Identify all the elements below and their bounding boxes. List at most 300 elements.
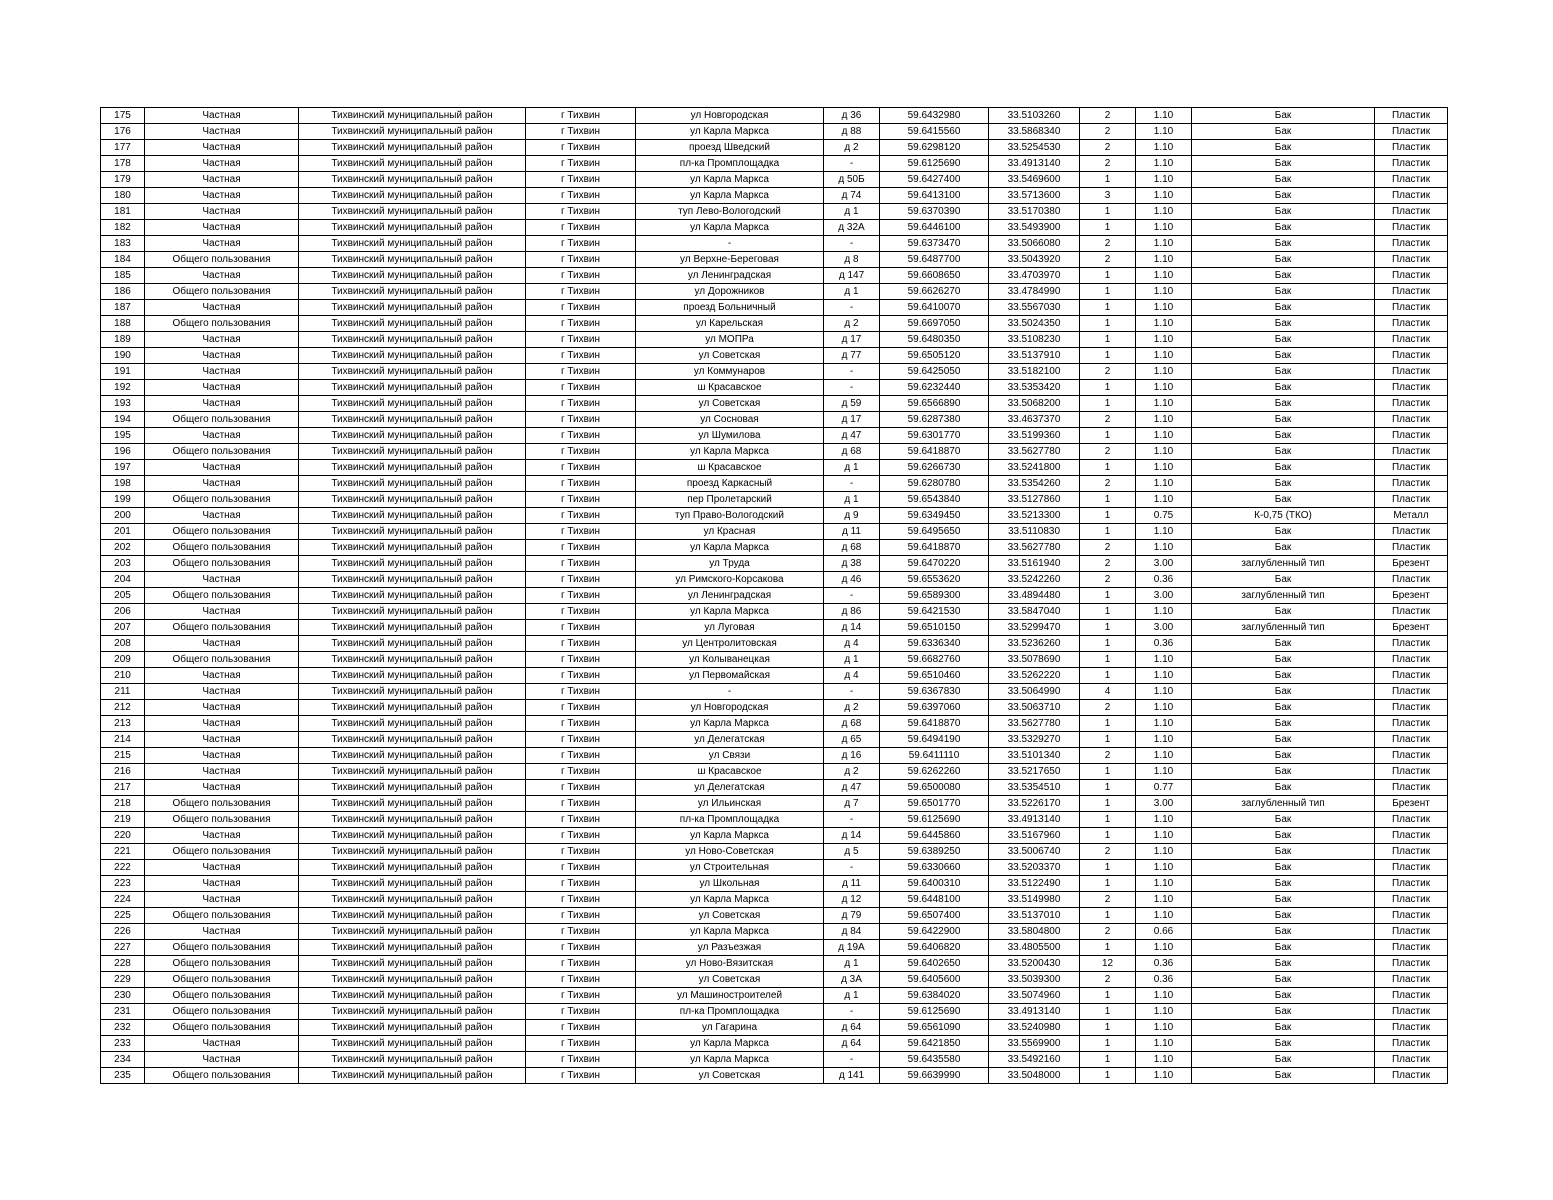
settlement-cell: г Тихвин [526, 924, 636, 940]
house-number-cell: д 84 [824, 924, 880, 940]
container-count-cell: 2 [1080, 252, 1136, 268]
row-number-cell: 219 [101, 812, 145, 828]
street-cell: пер Пролетарский [636, 492, 824, 508]
street-cell: ул Центролитовская [636, 636, 824, 652]
container-type-cell: К-0,75 (ТКО) [1192, 508, 1375, 524]
row-number-cell: 190 [101, 348, 145, 364]
container-material-cell: Пластик [1375, 204, 1448, 220]
house-number-cell: д 68 [824, 444, 880, 460]
house-number-cell: д 2 [824, 316, 880, 332]
district-cell: Тихвинский муниципальный район [299, 300, 526, 316]
row-number-cell: 230 [101, 988, 145, 1004]
house-number-cell: - [824, 364, 880, 380]
latitude-cell: 59.6427400 [880, 172, 989, 188]
house-number-cell: - [824, 476, 880, 492]
house-number-cell: д 141 [824, 1068, 880, 1084]
street-cell: ул Карла Маркса [636, 188, 824, 204]
latitude-cell: 59.6418870 [880, 540, 989, 556]
container-material-cell: Пластик [1375, 524, 1448, 540]
container-material-cell: Пластик [1375, 1068, 1448, 1084]
container-material-cell: Пластик [1375, 300, 1448, 316]
container-type-cell: Бак [1192, 636, 1375, 652]
street-cell: ул Разъезжая [636, 940, 824, 956]
container-material-cell: Пластик [1375, 700, 1448, 716]
row-number-cell: 226 [101, 924, 145, 940]
district-cell: Тихвинский муниципальный район [299, 668, 526, 684]
house-number-cell: д 86 [824, 604, 880, 620]
longitude-cell: 33.4805500 [989, 940, 1080, 956]
district-cell: Тихвинский муниципальный район [299, 652, 526, 668]
ownership-type-cell: Частная [145, 1036, 299, 1052]
district-cell: Тихвинский муниципальный район [299, 1020, 526, 1036]
street-cell: ул Ново-Вязитская [636, 956, 824, 972]
latitude-cell: 59.6446100 [880, 220, 989, 236]
table-row [101, 860, 1448, 876]
row-number-cell: 198 [101, 476, 145, 492]
street-cell: ул Карла Маркса [636, 892, 824, 908]
container-material-cell: Пластик [1375, 364, 1448, 380]
container-count-cell: 1 [1080, 1004, 1136, 1020]
longitude-cell: 33.5110830 [989, 524, 1080, 540]
container-material-cell: Металл [1375, 508, 1448, 524]
house-number-cell: д 11 [824, 524, 880, 540]
container-volume-cell: 0.66 [1136, 924, 1192, 940]
street-cell: ул Сосновая [636, 412, 824, 428]
row-number-cell: 199 [101, 492, 145, 508]
ownership-type-cell: Частная [145, 828, 299, 844]
table-row [101, 476, 1448, 492]
house-number-cell: д 1 [824, 956, 880, 972]
container-count-cell: 1 [1080, 1020, 1136, 1036]
row-number-cell: 218 [101, 796, 145, 812]
district-cell: Тихвинский муниципальный район [299, 476, 526, 492]
container-type-cell: Бак [1192, 188, 1375, 204]
container-type-cell: Бак [1192, 860, 1375, 876]
settlement-cell: г Тихвин [526, 540, 636, 556]
house-number-cell: д 50Б [824, 172, 880, 188]
container-volume-cell: 1.10 [1136, 828, 1192, 844]
container-count-cell: 1 [1080, 908, 1136, 924]
ownership-type-cell: Общего пользования [145, 652, 299, 668]
container-material-cell: Пластик [1375, 540, 1448, 556]
container-material-cell: Брезент [1375, 796, 1448, 812]
street-cell: ул Делегатская [636, 732, 824, 748]
longitude-cell: 33.5108230 [989, 332, 1080, 348]
container-type-cell: Бак [1192, 572, 1375, 588]
row-number-cell: 196 [101, 444, 145, 460]
latitude-cell: 59.6280780 [880, 476, 989, 492]
container-material-cell: Брезент [1375, 556, 1448, 572]
container-material-cell: Пластик [1375, 972, 1448, 988]
latitude-cell: 59.6349450 [880, 508, 989, 524]
longitude-cell: 33.5064990 [989, 684, 1080, 700]
latitude-cell: 59.6405600 [880, 972, 989, 988]
row-number-cell: 209 [101, 652, 145, 668]
latitude-cell: 59.6125690 [880, 1004, 989, 1020]
row-number-cell: 229 [101, 972, 145, 988]
container-volume-cell: 1.10 [1136, 284, 1192, 300]
house-number-cell: д 32А [824, 220, 880, 236]
street-cell: ул Ленинградская [636, 588, 824, 604]
container-material-cell: Пластик [1375, 924, 1448, 940]
longitude-cell: 33.5213300 [989, 508, 1080, 524]
settlement-cell: г Тихвин [526, 764, 636, 780]
street-cell: ул Карла Маркса [636, 716, 824, 732]
latitude-cell: 59.6400310 [880, 876, 989, 892]
container-count-cell: 1 [1080, 316, 1136, 332]
container-volume-cell: 1.10 [1136, 1036, 1192, 1052]
street-cell: ул Карла Маркса [636, 924, 824, 940]
container-volume-cell: 3.00 [1136, 620, 1192, 636]
table-row [101, 284, 1448, 300]
settlement-cell: г Тихвин [526, 652, 636, 668]
longitude-cell: 33.5200430 [989, 956, 1080, 972]
latitude-cell: 59.6410070 [880, 300, 989, 316]
district-cell: Тихвинский муниципальный район [299, 140, 526, 156]
container-material-cell: Пластик [1375, 844, 1448, 860]
street-cell: ул Связи [636, 748, 824, 764]
ownership-type-cell: Общего пользования [145, 620, 299, 636]
longitude-cell: 33.5066080 [989, 236, 1080, 252]
container-count-cell: 2 [1080, 108, 1136, 124]
latitude-cell: 59.6301770 [880, 428, 989, 444]
district-cell: Тихвинский муниципальный район [299, 540, 526, 556]
settlement-cell: г Тихвин [526, 284, 636, 300]
house-number-cell: д 2 [824, 764, 880, 780]
latitude-cell: 59.6501770 [880, 796, 989, 812]
settlement-cell: г Тихвин [526, 444, 636, 460]
street-cell: ул Строительная [636, 860, 824, 876]
district-cell: Тихвинский муниципальный район [299, 908, 526, 924]
row-number-cell: 182 [101, 220, 145, 236]
street-cell: ул Советская [636, 1068, 824, 1084]
ownership-type-cell: Общего пользования [145, 588, 299, 604]
container-material-cell: Пластик [1375, 348, 1448, 364]
row-number-cell: 216 [101, 764, 145, 780]
container-type-cell: Бак [1192, 348, 1375, 364]
settlement-cell: г Тихвин [526, 972, 636, 988]
row-number-cell: 187 [101, 300, 145, 316]
district-cell: Тихвинский муниципальный район [299, 332, 526, 348]
street-cell: ул Карла Маркса [636, 124, 824, 140]
ownership-type-cell: Общего пользования [145, 252, 299, 268]
house-number-cell: д 8 [824, 252, 880, 268]
container-type-cell: Бак [1192, 924, 1375, 940]
house-number-cell: д 77 [824, 348, 880, 364]
container-material-cell: Пластик [1375, 684, 1448, 700]
row-number-cell: 193 [101, 396, 145, 412]
longitude-cell: 33.4913140 [989, 1004, 1080, 1020]
container-volume-cell: 1.10 [1136, 156, 1192, 172]
settlement-cell: г Тихвин [526, 156, 636, 172]
district-cell: Тихвинский муниципальный район [299, 620, 526, 636]
container-material-cell: Пластик [1375, 908, 1448, 924]
row-number-cell: 224 [101, 892, 145, 908]
street-cell: туп Лево-Вологодский [636, 204, 824, 220]
ownership-type-cell: Частная [145, 860, 299, 876]
row-number-cell: 234 [101, 1052, 145, 1068]
container-volume-cell: 1.10 [1136, 860, 1192, 876]
table-row [101, 1052, 1448, 1068]
settlement-cell: г Тихвин [526, 380, 636, 396]
ownership-type-cell: Частная [145, 668, 299, 684]
district-cell: Тихвинский муниципальный район [299, 108, 526, 124]
row-number-cell: 205 [101, 588, 145, 604]
container-material-cell: Пластик [1375, 428, 1448, 444]
container-count-cell: 1 [1080, 508, 1136, 524]
latitude-cell: 59.6125690 [880, 812, 989, 828]
container-material-cell: Пластик [1375, 444, 1448, 460]
container-volume-cell: 1.10 [1136, 1052, 1192, 1068]
row-number-cell: 214 [101, 732, 145, 748]
ownership-type-cell: Общего пользования [145, 444, 299, 460]
container-type-cell: Бак [1192, 844, 1375, 860]
settlement-cell: г Тихвин [526, 956, 636, 972]
container-type-cell: Бак [1192, 220, 1375, 236]
row-number-cell: 185 [101, 268, 145, 284]
settlement-cell: г Тихвин [526, 124, 636, 140]
district-cell: Тихвинский муниципальный район [299, 508, 526, 524]
container-material-cell: Пластик [1375, 412, 1448, 428]
latitude-cell: 59.6626270 [880, 284, 989, 300]
house-number-cell: д 1 [824, 652, 880, 668]
latitude-cell: 59.6422900 [880, 924, 989, 940]
container-count-cell: 1 [1080, 620, 1136, 636]
table-row [101, 940, 1448, 956]
container-type-cell: Бак [1192, 396, 1375, 412]
container-type-cell: Бак [1192, 316, 1375, 332]
container-count-cell: 1 [1080, 300, 1136, 316]
container-material-cell: Пластик [1375, 956, 1448, 972]
house-number-cell: - [824, 812, 880, 828]
table-row [101, 604, 1448, 620]
settlement-cell: г Тихвин [526, 268, 636, 284]
district-cell: Тихвинский муниципальный район [299, 556, 526, 572]
district-cell: Тихвинский муниципальный район [299, 284, 526, 300]
house-number-cell: д 46 [824, 572, 880, 588]
container-count-cell: 2 [1080, 556, 1136, 572]
table-row [101, 332, 1448, 348]
street-cell: ул Машиностроителей [636, 988, 824, 1004]
district-cell: Тихвинский муниципальный район [299, 492, 526, 508]
settlement-cell: г Тихвин [526, 300, 636, 316]
container-count-cell: 1 [1080, 876, 1136, 892]
ownership-type-cell: Общего пользования [145, 812, 299, 828]
street-cell: ш Красавское [636, 460, 824, 476]
settlement-cell: г Тихвин [526, 172, 636, 188]
house-number-cell: д 36 [824, 108, 880, 124]
house-number-cell: д 1 [824, 460, 880, 476]
table-row [101, 220, 1448, 236]
container-material-cell: Пластик [1375, 124, 1448, 140]
ownership-type-cell: Общего пользования [145, 1020, 299, 1036]
table-row [101, 780, 1448, 796]
house-number-cell: д 4 [824, 668, 880, 684]
house-number-cell: - [824, 300, 880, 316]
table-row [101, 1020, 1448, 1036]
ownership-type-cell: Общего пользования [145, 556, 299, 572]
container-type-cell: Бак [1192, 988, 1375, 1004]
container-volume-cell: 1.10 [1136, 844, 1192, 860]
row-number-cell: 233 [101, 1036, 145, 1052]
container-material-cell: Пластик [1375, 636, 1448, 652]
container-material-cell: Пластик [1375, 140, 1448, 156]
ownership-type-cell: Общего пользования [145, 284, 299, 300]
ownership-type-cell: Частная [145, 396, 299, 412]
row-number-cell: 176 [101, 124, 145, 140]
longitude-cell: 33.5241800 [989, 460, 1080, 476]
container-volume-cell: 1.10 [1136, 876, 1192, 892]
container-volume-cell: 1.10 [1136, 1004, 1192, 1020]
settlement-cell: г Тихвин [526, 940, 636, 956]
house-number-cell: д 9 [824, 508, 880, 524]
container-material-cell: Пластик [1375, 828, 1448, 844]
longitude-cell: 33.5103260 [989, 108, 1080, 124]
table-row [101, 364, 1448, 380]
latitude-cell: 59.6553620 [880, 572, 989, 588]
container-volume-cell: 1.10 [1136, 364, 1192, 380]
row-number-cell: 183 [101, 236, 145, 252]
district-cell: Тихвинский муниципальный район [299, 796, 526, 812]
longitude-cell: 33.5199360 [989, 428, 1080, 444]
longitude-cell: 33.5627780 [989, 716, 1080, 732]
container-count-cell: 4 [1080, 684, 1136, 700]
row-number-cell: 217 [101, 780, 145, 796]
container-count-cell: 1 [1080, 668, 1136, 684]
container-volume-cell: 0.36 [1136, 636, 1192, 652]
street-cell: ш Красавское [636, 764, 824, 780]
row-number-cell: 184 [101, 252, 145, 268]
latitude-cell: 59.6384020 [880, 988, 989, 1004]
row-number-cell: 220 [101, 828, 145, 844]
longitude-cell: 33.5868340 [989, 124, 1080, 140]
longitude-cell: 33.5167960 [989, 828, 1080, 844]
container-volume-cell: 1.10 [1136, 380, 1192, 396]
district-cell: Тихвинский муниципальный район [299, 764, 526, 780]
longitude-cell: 33.5242260 [989, 572, 1080, 588]
district-cell: Тихвинский муниципальный район [299, 236, 526, 252]
container-type-cell: Бак [1192, 300, 1375, 316]
ownership-type-cell: Частная [145, 508, 299, 524]
house-number-cell: д 74 [824, 188, 880, 204]
ownership-type-cell: Частная [145, 124, 299, 140]
house-number-cell: д 2 [824, 140, 880, 156]
latitude-cell: 59.6500080 [880, 780, 989, 796]
street-cell: - [636, 684, 824, 700]
settlement-cell: г Тихвин [526, 812, 636, 828]
longitude-cell: 33.5006740 [989, 844, 1080, 860]
house-number-cell: д 65 [824, 732, 880, 748]
street-cell: ул Верхне-Береговая [636, 252, 824, 268]
settlement-cell: г Тихвин [526, 892, 636, 908]
container-count-cell: 2 [1080, 444, 1136, 460]
latitude-cell: 59.6421850 [880, 1036, 989, 1052]
container-count-cell: 12 [1080, 956, 1136, 972]
table-row [101, 444, 1448, 460]
longitude-cell: 33.5043920 [989, 252, 1080, 268]
street-cell: ул Карла Маркса [636, 540, 824, 556]
longitude-cell: 33.5122490 [989, 876, 1080, 892]
container-volume-cell: 1.10 [1136, 892, 1192, 908]
ownership-type-cell: Общего пользования [145, 940, 299, 956]
street-cell: проезд Каркасный [636, 476, 824, 492]
settlement-cell: г Тихвин [526, 1020, 636, 1036]
street-cell: пл-ка Промплощадка [636, 812, 824, 828]
district-cell: Тихвинский муниципальный район [299, 940, 526, 956]
container-volume-cell: 0.36 [1136, 972, 1192, 988]
district-cell: Тихвинский муниципальный район [299, 636, 526, 652]
house-number-cell: - [824, 380, 880, 396]
settlement-cell: г Тихвин [526, 780, 636, 796]
house-number-cell: д 1 [824, 988, 880, 1004]
container-count-cell: 2 [1080, 364, 1136, 380]
latitude-cell: 59.6330660 [880, 860, 989, 876]
container-volume-cell: 0.77 [1136, 780, 1192, 796]
longitude-cell: 33.5299470 [989, 620, 1080, 636]
street-cell: ул Первомайская [636, 668, 824, 684]
house-number-cell: д 147 [824, 268, 880, 284]
house-number-cell: - [824, 236, 880, 252]
longitude-cell: 33.5048000 [989, 1068, 1080, 1084]
table-row [101, 764, 1448, 780]
container-volume-cell: 1.10 [1136, 412, 1192, 428]
ownership-type-cell: Частная [145, 236, 299, 252]
ownership-type-cell: Частная [145, 604, 299, 620]
ownership-type-cell: Частная [145, 892, 299, 908]
container-count-cell: 1 [1080, 860, 1136, 876]
container-volume-cell: 1.10 [1136, 748, 1192, 764]
latitude-cell: 59.6373470 [880, 236, 989, 252]
district-cell: Тихвинский муниципальный район [299, 700, 526, 716]
container-volume-cell: 1.10 [1136, 732, 1192, 748]
district-cell: Тихвинский муниципальный район [299, 780, 526, 796]
longitude-cell: 33.5063710 [989, 700, 1080, 716]
row-number-cell: 210 [101, 668, 145, 684]
container-material-cell: Пластик [1375, 748, 1448, 764]
container-volume-cell: 1.10 [1136, 988, 1192, 1004]
row-number-cell: 180 [101, 188, 145, 204]
ownership-type-cell: Общего пользования [145, 972, 299, 988]
ownership-type-cell: Общего пользования [145, 908, 299, 924]
longitude-cell: 33.5569900 [989, 1036, 1080, 1052]
container-volume-cell: 1.10 [1136, 716, 1192, 732]
street-cell: ул Карла Маркса [636, 1052, 824, 1068]
latitude-cell: 59.6287380 [880, 412, 989, 428]
row-number-cell: 195 [101, 428, 145, 444]
house-number-cell: д 12 [824, 892, 880, 908]
row-number-cell: 215 [101, 748, 145, 764]
district-cell: Тихвинский муниципальный район [299, 412, 526, 428]
latitude-cell: 59.6682760 [880, 652, 989, 668]
district-cell: Тихвинский муниципальный район [299, 444, 526, 460]
latitude-cell: 59.6445860 [880, 828, 989, 844]
container-type-cell: Бак [1192, 716, 1375, 732]
longitude-cell: 33.5074960 [989, 988, 1080, 1004]
container-count-cell: 1 [1080, 812, 1136, 828]
longitude-cell: 33.5170380 [989, 204, 1080, 220]
table-row [101, 668, 1448, 684]
district-cell: Тихвинский муниципальный район [299, 156, 526, 172]
container-type-cell: Бак [1192, 524, 1375, 540]
street-cell: ул Труда [636, 556, 824, 572]
house-number-cell: д 68 [824, 540, 880, 556]
longitude-cell: 33.5024350 [989, 316, 1080, 332]
ownership-type-cell: Общего пользования [145, 988, 299, 1004]
container-volume-cell: 1.10 [1136, 140, 1192, 156]
table-row [101, 1068, 1448, 1084]
settlement-cell: г Тихвин [526, 476, 636, 492]
settlement-cell: г Тихвин [526, 1004, 636, 1020]
